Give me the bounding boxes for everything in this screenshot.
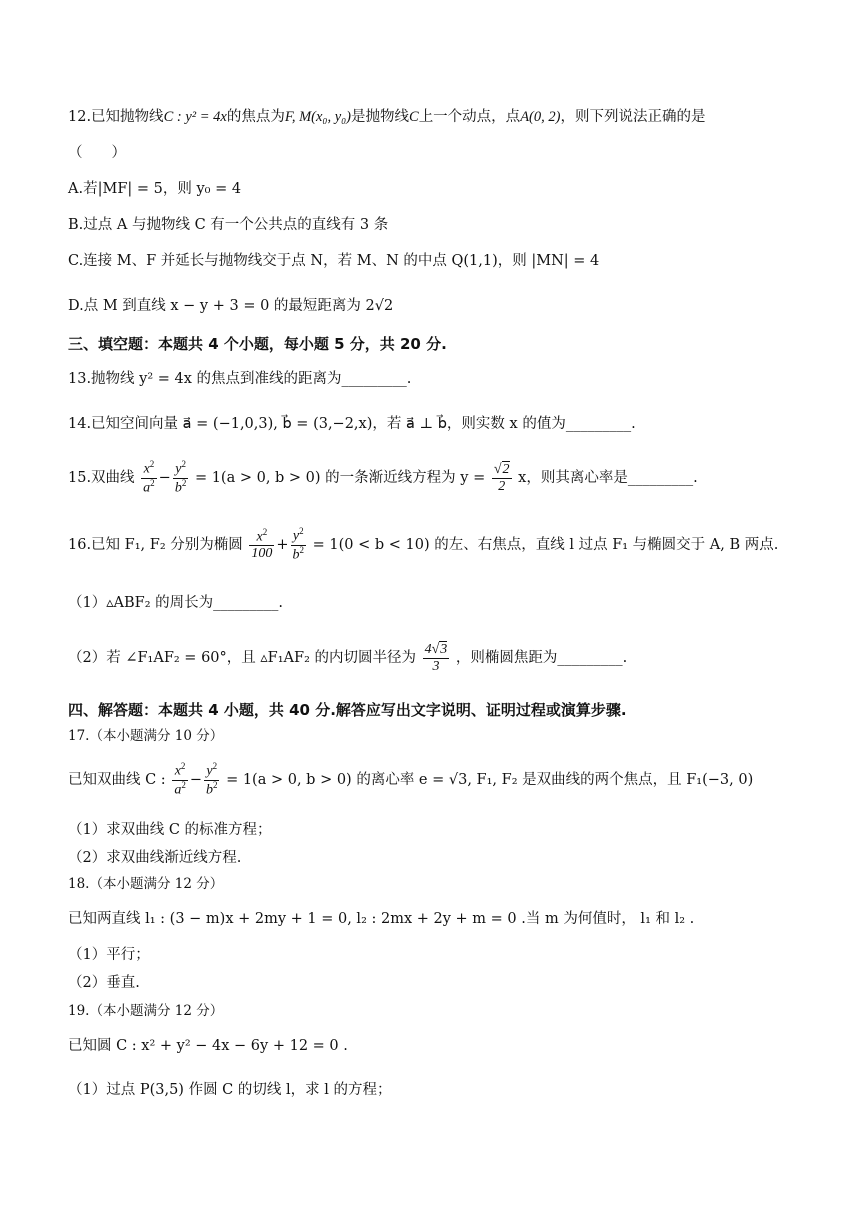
fraction-y2-b2-ellipse: $\frac{y^2}{b^2}$ — [292, 526, 305, 563]
fraction-sqrt2-2: $\frac{√2}{2}$ — [493, 462, 510, 494]
question-17-part-1: （1）求双曲线 C 的标准方程； — [68, 822, 272, 838]
question-16-part-1: （1）▵ABF₂ 的周长为_________. — [68, 595, 283, 611]
fraction-y2-b2: $\frac{y^2}{b^2}$ — [174, 459, 187, 496]
question-14: 14.已知空间向量 a⃗ = (−1,0,3), b⃗ = (3,−2,x)，若 a⃗ ⊥ b⃗，则实数 x 的值为_________. — [68, 416, 636, 432]
question-15: 15.双曲线 $\frac{x^2}{a^2}$ − $\frac{y^2}{b^2}$ = 1(a > 0, b > 0) 的一条渐近线方程为 y = $\frac{√2}{2}$ x，则其离心率是_________. — [68, 459, 698, 496]
fraction-y2-b2-hyperbola: $\frac{y^2}{b^2}$ — [205, 761, 218, 798]
question-13: 13.抛物线 y² = 4x 的焦点到准线的距离为_________. — [68, 371, 412, 387]
question-12-option-d: D.点 M 到直线 x − y + 3 = 0 的最短距离为 2√2 — [68, 298, 394, 314]
section-3-heading: 三、填空题：本题共 4 个小题，每小题 5 分，共 20 分. — [68, 335, 447, 353]
question-18-stem: 已知两直线 l₁ : (3 − m)x + 2my + 1 = 0, l₂ : 2mx + 2y + m = 0 .当 m 为何值时， l₁ 和 l₂ . — [68, 911, 695, 927]
question-12-option-c: C.连接 M、F 并延长与抛物线交于点 N，若 M、N 的中点 Q(1,1)，则 |MN| = 4 — [68, 253, 600, 269]
question-19-heading: 19.（本小题满分 12 分） — [68, 1003, 224, 1019]
answer-paren: （ ） — [68, 145, 126, 161]
fraction-x2-100: $\frac{x^2}{100}$ — [251, 527, 273, 562]
question-12-option-a: A.若|MF| = 5，则 y₀ = 4 — [68, 181, 242, 197]
question-12-stem: 12.已知抛物线C : y² = 4x的焦点为F, M(x₀, y₀)是抛物线C上一个动点，点A(0, 2)，则下列说法正确的是 — [68, 109, 706, 125]
question-12-option-b: B.过点 A 与抛物线 C 有一个公共点的直线有 3 条 — [68, 217, 389, 233]
question-18-part-2: （2）垂直. — [68, 975, 140, 991]
fraction-4sqrt3-3: $\frac{4√3}{3}$ — [424, 642, 448, 674]
fraction-x2-a2-hyperbola: $\frac{x^2}{a^2}$ — [174, 761, 186, 798]
question-18-part-1: （1）平行； — [68, 947, 150, 963]
question-17-stem: 已知双曲线 C : $\frac{x^2}{a^2}$ − $\frac{y^2}{b^2}$ = 1(a > 0, b > 0) 的离心率 e = √3, F₁, F₂ 是双曲线的两个焦点，且 F₁(−3, 0) — [68, 761, 754, 798]
question-16-part-2: （2）若 ∠F₁AF₂ = 60°，且 ▵F₁AF₂ 的内切圆半径为 $\frac{4√3}{3}$ ，则椭圆焦距为_________. — [68, 642, 628, 674]
section-4-heading: 四、解答题：本题共 4 小题，共 40 分.解答应写出文字说明、证明过程或演算步骤. — [68, 701, 627, 719]
question-19-part-1: （1）过点 P(3,5) 作圆 C 的切线 l，求 l 的方程； — [68, 1082, 392, 1098]
question-18-heading: 18.（本小题满分 12 分） — [68, 876, 224, 892]
question-19-stem: 已知圆 C : x² + y² − 4x − 6y + 12 = 0 . — [68, 1038, 348, 1054]
fraction-x2-a2: $\frac{x^2}{a^2}$ — [143, 459, 155, 496]
question-17-heading: 17.（本小题满分 10 分） — [68, 728, 224, 744]
question-17-part-2: （2）求双曲线渐近线方程. — [68, 850, 242, 866]
question-16-stem: 16.已知 F₁, F₂ 分别为椭圆 $\frac{x^2}{100}$ + $\frac{y^2}{b^2}$ = 1(0 < b < 10) 的左、右焦点，直线 l 过点 F₁ 与椭圆交于 A, B 两点. — [68, 526, 779, 563]
